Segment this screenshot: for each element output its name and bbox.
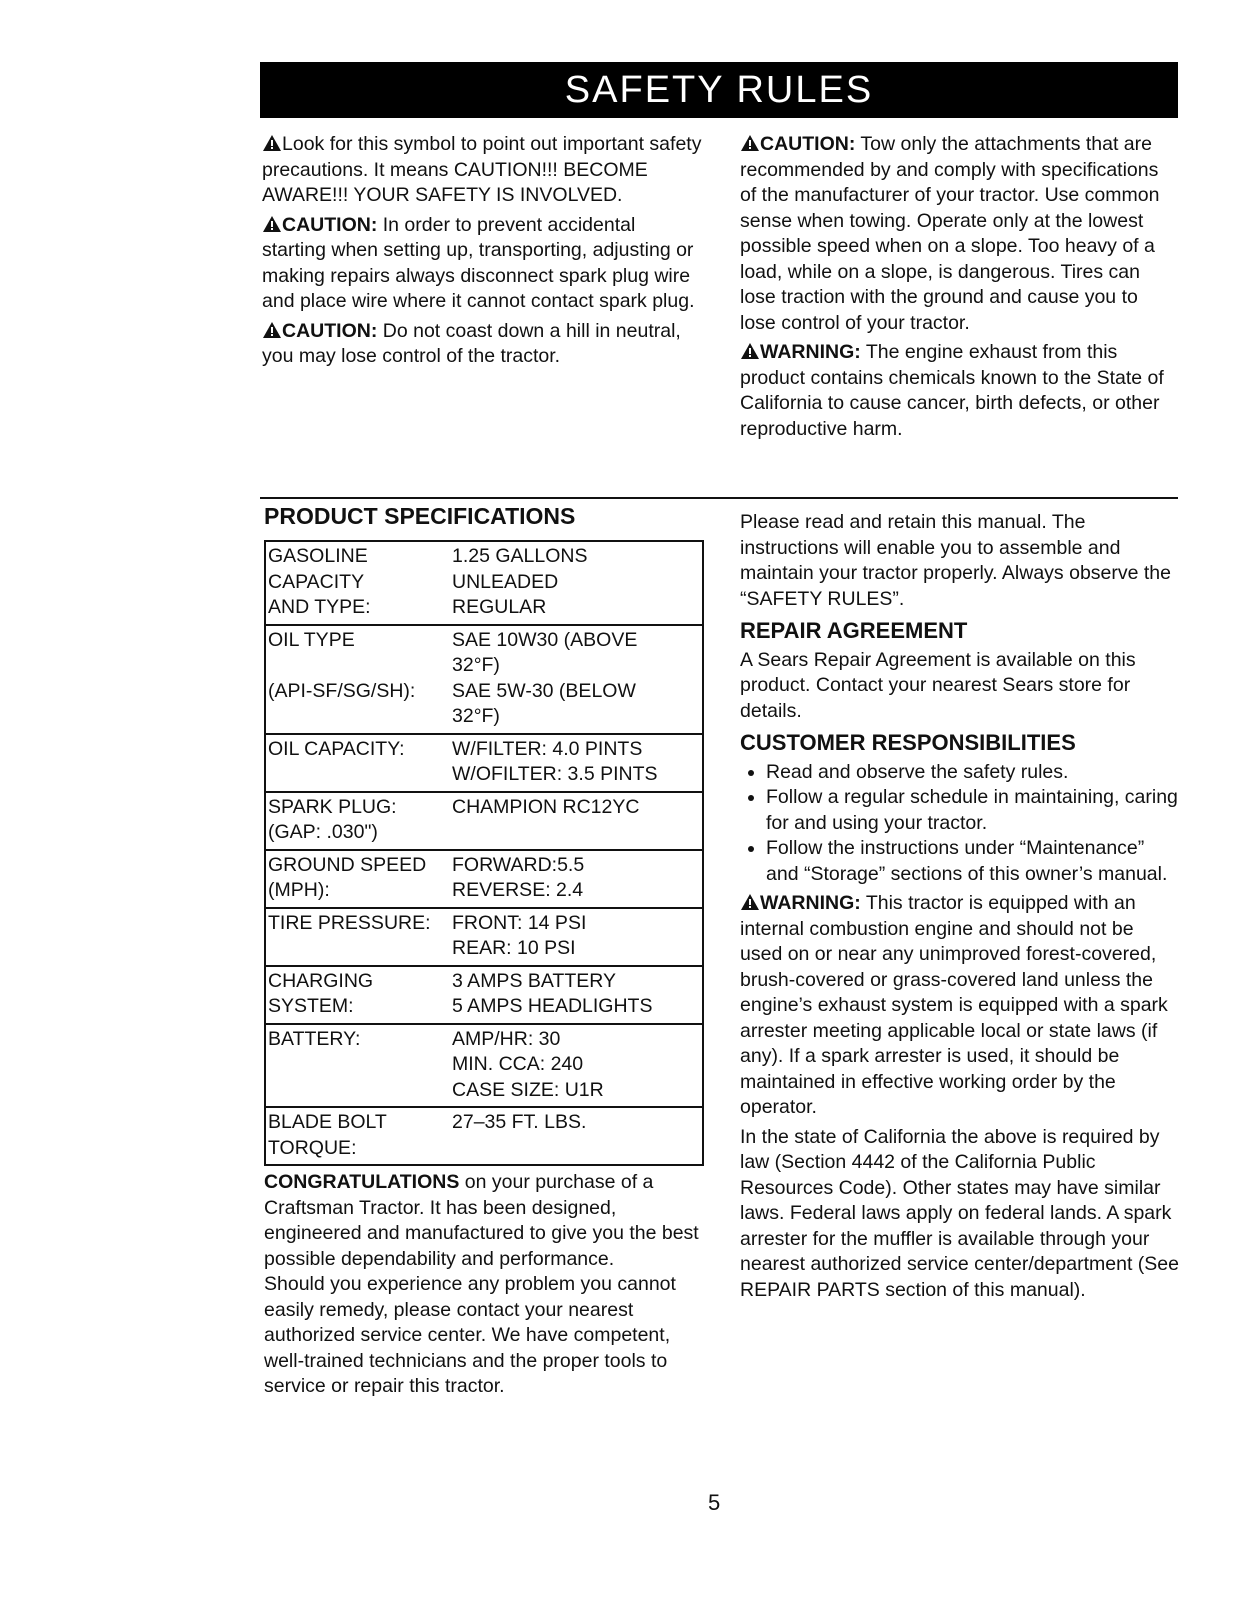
repair-agreement-text: A Sears Repair Agreement is available on this product. Contact your nearest Sears store for details. [740,648,1136,722]
banner-title: SAFETY RULES [564,69,874,111]
spec-row-charging-system [265,966,703,1024]
service-paragraph: Should you experience any problem you cannot easily remedy, please contact your nearest authorized service center. We have competent, well-trained technicians and the proper tools to service or repair this tractor. [264,1273,676,1397]
caution-text: Do not coast down a hill in neutral, you may lose control of the tractor. [262,319,681,367]
product-specifications-title: PRODUCT SPECIFICATIONS [264,503,576,529]
warning-triangle-icon [740,134,760,152]
safety-rules-left-column [262,132,702,374]
spec-key: CHARGING SYSTEM: [268,969,374,1017]
spec-row-tire-pressure [265,908,703,966]
warning-label: WARNING: [760,892,861,914]
warning-text: This tractor is equipped with an internal combustion engine and should not be used on or near any unimproved forest-covered, brush-covered or grass-covered land unless the engine’s exhaust system is equipped with a spark arrester meeting applicable local or state laws (if any). If a spark arrester is used, it should be maintained in effective working order by the operator. [740,892,1168,1118]
warning-text: The engine exhaust from this product contains chemicals known to the State of California to cause cancer, birth defects, or other reproductive harm. [740,341,1164,440]
warning-triangle-icon [740,342,760,360]
spec-key: TIRE PRESSURE: [268,911,431,934]
congratulations-paragraph [264,1170,704,1272]
spec-row-oil-capacity [265,734,703,792]
list-item: • Read and observe the safety rules. [766,760,1180,786]
spec-row-spark-plug [265,792,703,850]
spec-row-gasoline [265,541,703,625]
warning-triangle-icon [740,893,760,911]
list-item: • Follow the instructions under “Maintenance” and “Storage” sections of this owner’s manual. [766,836,1180,887]
spec-value: W/FILTER: 4.0 PINTS W/OFILTER: 3.5 PINTS [452,737,658,785]
warning-triangle-icon [262,321,282,339]
customer-responsibilities-heading: CUSTOMER RESPONSIBILITIES [740,730,1076,755]
spec-row-oil-type [265,625,703,734]
section-divider [260,497,1178,499]
symbol-explanation [262,132,702,209]
caution-label: CAUTION: [282,319,378,342]
spec-value: SAE 10W30 (ABOVE 32°F) SAE 5W-30 (BELOW 32°F) [452,628,638,727]
spec-key: SPARK PLUG: (GAP: .030") [268,795,397,843]
congratulations-lead: CONGRATULATIONS [264,1171,460,1193]
caution-label: CAUTION: [760,133,856,155]
caution-text: Tow only the attachments that are recommended by and comply with specifications of the manufacturer of your tractor. Use common sense when towing. Operate only at the lowest possible speed when on a slope. Too heavy of a load, while on a slope, is dangerous. Tires can lose traction with the ground and cause you to lose control of your tractor. [740,133,1160,334]
page-number: 5 [708,1490,721,1515]
spec-key: BLADE BOLT TORQUE: [268,1111,387,1159]
california-law-text: In the state of California the above is required by law (Section 4442 of the California Public Resources Code). Other states may have similar laws. Federal laws apply on federal lands. A spark arrester for the muffler is available through your nearest authorized service center/department (See REPAIR PARTS section of this manual). [740,1125,1179,1301]
spec-key: OIL TYPE (API-SF/SG/SH): [268,628,416,702]
warning-exhaust [740,340,1172,442]
congratulations-text: on your purchase of a Craftsman Tractor. It has been designed, engineered and manufactured to give you the best possible dependability and performance. [264,1171,699,1270]
safety-rules-right-column [740,132,1172,446]
spec-value: 3 AMPS BATTERY 5 AMPS HEADLIGHTS [452,969,653,1017]
congratulations-section [264,1170,704,1400]
caution-towing [740,132,1172,336]
responsibilities-list [740,760,1180,888]
owner-info-column [740,510,1180,1307]
spec-row-battery [265,1024,703,1108]
spec-key: OIL CAPACITY: [268,737,405,760]
product-specifications-table [264,540,704,1166]
warning-triangle-icon [262,215,282,233]
caution-coast-hill [262,319,702,370]
warning-triangle-icon [262,134,282,152]
spec-row-blade-bolt [265,1107,703,1165]
list-item: • Follow a regular schedule in maintaining, caring for and using your tractor. [766,785,1180,836]
spec-value: 27–35 FT. LBS. [452,1111,587,1133]
warning-spark-arrester [740,891,1180,1121]
spec-value: CHAMPION RC12YC [452,795,640,818]
caution-spark-plug [262,213,702,315]
spec-key: GROUND SPEED (MPH): [268,853,427,901]
spec-value: 1.25 GALLONS UNLEADED REGULAR [452,545,588,618]
caution-text: In order to prevent accidental starting when setting up, transporting, adjusting or making repairs always disconnect spark plug wire and place wire where it cannot contact spark plug. [262,213,695,312]
spec-key: GASOLINE CAPACITY AND TYPE: [268,545,371,618]
safety-rules-banner [260,62,1178,118]
caution-label: CAUTION: [282,213,378,236]
warning-label: WARNING: [760,341,861,363]
manual-intro: Please read and retain this manual. The instructions will enable you to assemble and maintain your tractor properly. Always observe the “SAFETY RULES”. [740,511,1171,610]
spec-value: AMP/HR: 30 MIN. CCA: 240 CASE SIZE: U1R [452,1027,604,1101]
spec-value: FORWARD:5.5 REVERSE: 2.4 [452,853,585,901]
spec-key: BATTERY: [268,1027,361,1050]
spec-row-ground-speed [265,850,703,908]
symbol-explanation-text: Look for this symbol to point out important safety precautions. It means CAUTION!!! BECOME AWARE!!! YOUR SAFETY IS INVOLVED. [262,133,702,206]
spec-value: FRONT: 14 PSI REAR: 10 PSI [452,911,587,959]
repair-agreement-heading: REPAIR AGREEMENT [740,618,968,643]
